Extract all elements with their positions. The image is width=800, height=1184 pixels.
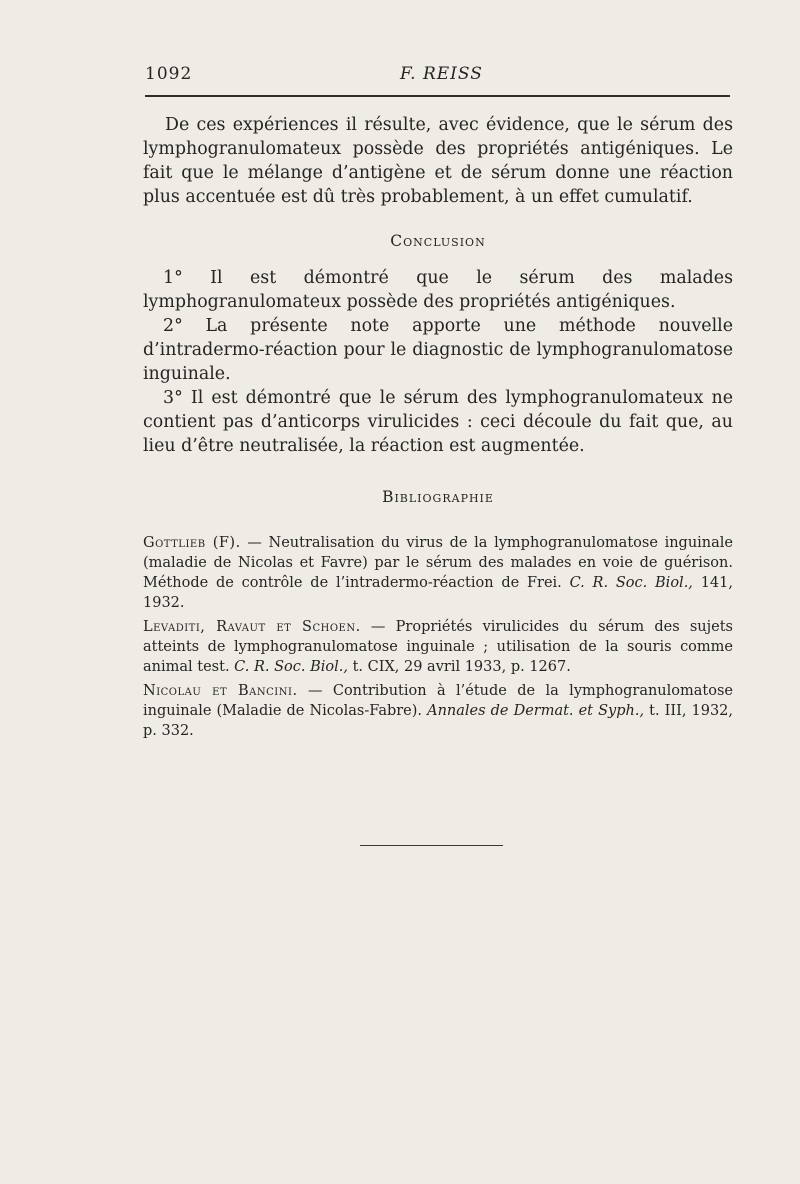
bibliography-list (143, 533, 733, 745)
entry-tail: t. III, 1932, p. 332. (143, 703, 734, 739)
entry-text: — Propriétés virulicides du sérum des sujets atteints de lymphogranulomatose inguinale ; utilisation de la souris comme animal test. (143, 619, 733, 675)
entry-authors: Levaditi, Ravaut et Schoen. (143, 619, 361, 635)
entry-journal: C. R. Soc. Biol., (234, 659, 348, 675)
conclusion-list (143, 266, 733, 458)
entry-authors: Gottlieb (F). (143, 535, 241, 551)
entry-tail: t. CIX, 29 avril 1933, p. 1267. (347, 659, 571, 675)
bibliography-entry (143, 533, 733, 613)
page-number: 1092 (145, 64, 193, 84)
entry-text: — Neutralisation du virus de la lymphogranulomatose inguinale (maladie de Nicolas et Favre) par le sérum des malades en voie de guérison. Méthode de contrôle de l’intradermo-réaction de Frei. (143, 535, 733, 591)
conclusion-item: 1° Il est démontré que le sérum des malades lymphogranulomateux possède des propriétés antigéniques. (143, 268, 733, 312)
running-head: F. REISS (400, 64, 483, 84)
bibliography-entry (143, 617, 733, 677)
bibliography-title: Bibliographie (382, 488, 494, 506)
entry-tail: 141, 1932. (143, 575, 733, 611)
entry-text: — Contribution à l’étude de la lymphogranulomatose inguinale (Maladie de Nicolas-Fabre). (143, 683, 733, 719)
page-header (145, 64, 735, 88)
entry-journal: Annales de Dermat. et Syph., (427, 703, 645, 719)
header-rule (145, 95, 730, 97)
conclusion-item: 2° La présente note apporte une méthode nouvelle d’intradermo-réaction pour le diagnostic de lymphogranulomatose inguinale. (143, 316, 733, 384)
conclusion-title: Conclusion (390, 232, 486, 250)
intro-paragraph: De ces expériences il résulte, avec évidence, que le sérum des lymphogranulomateux possède des propriétés antigéniques. Le fait que le mélange d’antigène et de sérum donne une réaction plus accentuée est dû très probablement, à un effet cumulatif. (143, 115, 733, 207)
end-rule (360, 845, 503, 846)
conclusion-item: 3° Il est démontré que le sérum des lymphogranulomateux ne contient pas d’anticorps virulicides : ceci découle du fait que, au lieu d’être neutralisée, la réaction est augmentée. (143, 388, 733, 456)
bibliography-entry (143, 681, 733, 741)
entry-journal: C. R. Soc. Biol., (569, 575, 693, 591)
entry-authors: Nicolau et Bancini. (143, 683, 298, 699)
